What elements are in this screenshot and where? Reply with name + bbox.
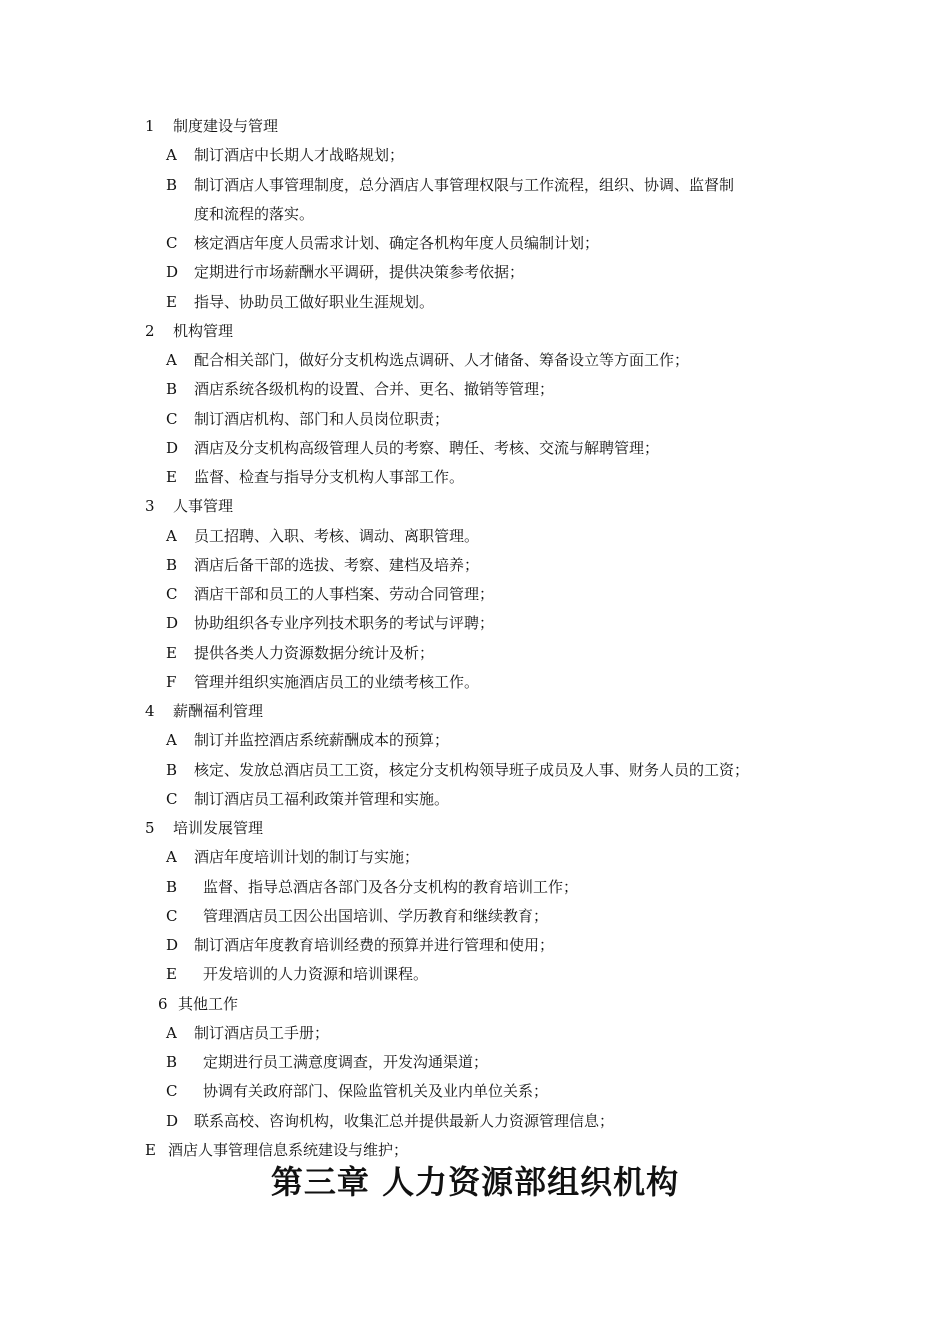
item-letter: A — [166, 146, 177, 165]
item-letter: B — [166, 380, 178, 399]
list-item — [166, 350, 689, 370]
item-letter: C — [166, 585, 178, 603]
item-letter: A — [166, 731, 177, 750]
list-item — [166, 730, 449, 750]
section-heading — [145, 321, 233, 341]
section-heading — [145, 116, 278, 136]
item-letter: E — [166, 292, 177, 311]
item-text: 管理并组织实施酒店员工的业绩考核工作。 — [194, 672, 480, 691]
item-text: 制订酒店机构、部门和人员岗位职责； — [194, 409, 450, 428]
item-text: 指导、协助员工做好职业生涯规划。 — [194, 292, 435, 311]
item-letter: C — [166, 234, 178, 252]
item-letter: E — [145, 1140, 156, 1159]
item-text: 酒店人事管理信息系统建设与维护； — [168, 1140, 409, 1159]
section-heading — [145, 701, 263, 721]
item-text: 监督、检查与指导分支机构人事部工作。 — [194, 468, 465, 486]
section-number: 1 — [145, 117, 155, 135]
section-number: 2 — [145, 321, 155, 340]
list-item — [166, 1052, 488, 1072]
item-text: 协调有关政府部门、保险监管机关及业内单位关系； — [203, 1082, 549, 1101]
list-item — [166, 789, 449, 809]
list-item — [166, 292, 434, 312]
list-item — [166, 877, 578, 897]
list-item — [166, 409, 449, 429]
item-letter: C — [166, 906, 178, 925]
list-item — [166, 262, 524, 282]
item-letter: D — [166, 1111, 179, 1130]
section-number: 5 — [145, 819, 155, 837]
list-item — [166, 1023, 329, 1043]
list-item — [166, 379, 554, 399]
section-title: 培训发展管理 — [173, 819, 264, 837]
list-item-continuation — [194, 204, 314, 224]
item-text: 制订酒店员工福利政策并管理和实施。 — [194, 789, 450, 808]
item-letter: A — [166, 1023, 177, 1042]
section-title: 机构管理 — [173, 321, 234, 340]
section-heading — [145, 496, 233, 516]
item-text: 制订并监控酒店系统薪酬成本的预算； — [194, 731, 450, 750]
item-text: 联系高校、咨询机构，收集汇总并提供最新人力资源管理信息； — [194, 1111, 615, 1130]
item-letter: B — [166, 760, 178, 779]
item-letter: B — [166, 175, 178, 194]
item-letter: C — [166, 409, 178, 428]
item-text: 提供各类人力资源数据分统计及析； — [194, 643, 435, 662]
item-letter: C — [166, 1082, 178, 1101]
section-title: 薪酬福利管理 — [173, 702, 264, 720]
list-item — [166, 760, 749, 780]
item-letter: A — [166, 526, 177, 545]
item-text: 核定酒店年度人员需求计划、确定各机构年度人员编制计划； — [194, 234, 600, 252]
list-item — [166, 847, 419, 867]
section-title: 其他工作 — [178, 994, 239, 1013]
item-text: 酒店干部和员工的人事档案、劳动合同管理； — [194, 585, 495, 603]
list-item — [166, 584, 494, 604]
item-letter: D — [166, 438, 179, 457]
item-text-continued: 度和流程的落实。 — [194, 204, 315, 223]
section-title: 制度建设与管理 — [173, 117, 279, 135]
item-letter: D — [166, 936, 179, 954]
item-letter: E — [166, 468, 177, 486]
list-item — [166, 555, 479, 575]
item-text: 制订酒店员工手册； — [194, 1023, 330, 1042]
list-item — [145, 1140, 408, 1160]
list-item — [166, 526, 479, 546]
list-item — [166, 233, 599, 253]
section-number: 3 — [145, 497, 155, 516]
list-item — [166, 935, 554, 955]
list-item — [166, 438, 659, 458]
item-text: 酒店年度培训计划的制订与实施； — [194, 848, 420, 867]
item-text: 酒店系统各级机构的设置、合并、更名、撤销等管理； — [194, 380, 555, 399]
item-letter: E — [166, 965, 177, 984]
item-letter: A — [166, 351, 177, 369]
item-text: 员工招聘、入职、考核、调动、离职管理。 — [194, 526, 480, 545]
list-item — [166, 1111, 614, 1131]
item-text: 酒店及分支机构高级管理人员的考察、聘任、考核、交流与解聘管理； — [194, 438, 660, 457]
item-letter: D — [166, 263, 179, 282]
list-item — [166, 1081, 548, 1101]
list-item — [166, 145, 404, 165]
list-item — [166, 964, 428, 984]
list-item — [166, 643, 434, 663]
item-text: 开发培训的人力资源和培训课程。 — [203, 965, 429, 984]
item-text: 核定、发放总酒店员工工资，核定分支机构领导班子成员及人事、财务人员的工资； — [194, 760, 750, 779]
item-text: 制订酒店中长期人才战略规划； — [194, 146, 405, 165]
list-item — [166, 672, 479, 692]
item-text: 制订酒店人事管理制度，总分酒店人事管理权限与工作流程，组织、协调、监督制 — [194, 175, 735, 194]
item-letter: B — [166, 555, 178, 574]
list-item — [166, 467, 464, 487]
item-text: 定期进行员工满意度调查，开发沟通渠道； — [203, 1053, 489, 1071]
item-letter: E — [166, 643, 177, 662]
section-heading — [158, 994, 238, 1014]
item-letter: A — [166, 848, 177, 867]
chapter-title: 第三章 人力资源部组织机构 — [270, 1163, 680, 1201]
list-item — [166, 613, 494, 633]
item-letter: B — [166, 1053, 178, 1071]
section-heading — [145, 818, 263, 838]
list-item — [166, 175, 734, 195]
item-text: 协助组织各专业序列技术职务的考试与评聘； — [194, 614, 495, 633]
item-letter: B — [166, 877, 178, 896]
item-text: 制订酒店年度教育培训经费的预算并进行管理和使用； — [194, 936, 555, 954]
item-text: 配合相关部门，做好分支机构选点调研、人才储备、筹备设立等方面工作； — [194, 351, 690, 369]
item-text: 酒店后备干部的选拔、考察、建档及培养； — [194, 555, 480, 574]
item-letter: F — [166, 672, 177, 691]
section-number: 4 — [145, 702, 155, 720]
item-text: 定期进行市场薪酬水平调研，提供决策参考依据； — [194, 263, 525, 282]
section-title: 人事管理 — [173, 497, 234, 516]
section-number: 6 — [158, 994, 168, 1013]
item-text: 监督、指导总酒店各部门及各分支机构的教育培训工作； — [203, 877, 579, 896]
item-text: 管理酒店员工因公出国培训、学历教育和继续教育； — [203, 906, 549, 925]
item-letter: C — [166, 789, 178, 808]
item-letter: D — [166, 614, 179, 633]
list-item — [166, 906, 548, 926]
